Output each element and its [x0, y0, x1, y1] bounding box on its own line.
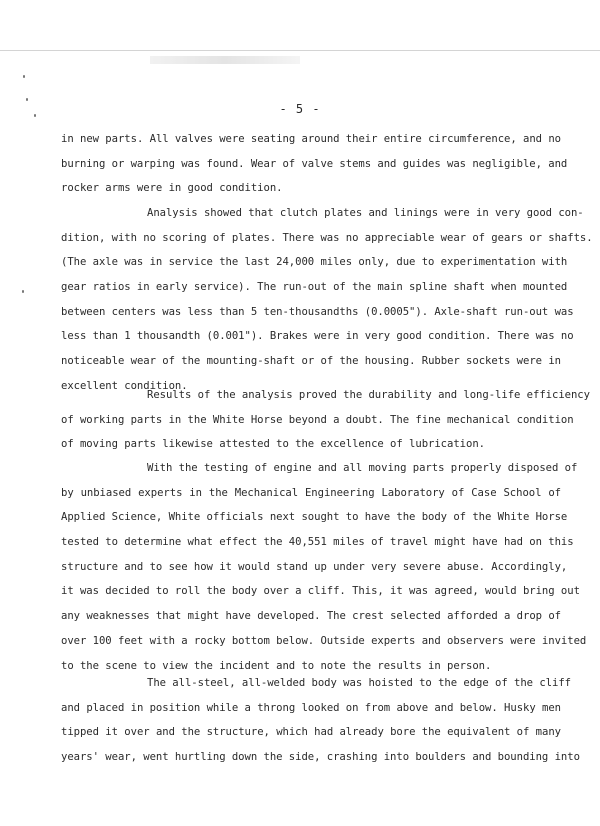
- text-line: over 100 feet with a rocky bottom below. Outside experts and observers were invited: [61, 634, 587, 647]
- page-top-band: [0, 0, 600, 51]
- margin-mark: [22, 290, 24, 293]
- text-line: of working parts in the White Horse beyond a doubt. The fine mechanical condition: [61, 413, 574, 426]
- text-line: rocker arms were in good condition.: [61, 182, 283, 195]
- margin-mark: [26, 98, 28, 101]
- paragraph-2: [61, 201, 593, 399]
- text-line: burning or warping was found. Wear of valve stems and guides was negligible, and: [61, 157, 568, 170]
- paragraph-1: [61, 127, 568, 201]
- text-line: dition, with no scoring of plates. There was no appreciable wear of gears or shafts.: [61, 231, 593, 244]
- bleed-through-header: [150, 56, 300, 64]
- text-line: tipped it over and the structure, which had already bore the equivalent of many: [61, 726, 561, 739]
- text-line: and placed in position while a throng looked on from above and below. Husky men: [61, 701, 561, 714]
- text-line: Analysis showed that clutch plates and linings were in very good con-: [147, 207, 584, 219]
- text-line: structure and to see how it would stand up under very severe abuse. Accordingly,: [61, 560, 568, 573]
- text-line: by unbiased experts in the Mechanical Engineering Laboratory of Case School of: [61, 486, 561, 499]
- text-line: years' wear, went hurtling down the side, crashing into boulders and bounding into: [61, 751, 580, 764]
- page-number: - 5 -: [279, 102, 321, 116]
- text-line: less than 1 thousandth (0.001"). Brakes were in very good condition. There was no: [61, 330, 574, 343]
- text-line: excellent condition.: [61, 379, 188, 392]
- paragraph-4: [61, 456, 587, 678]
- paragraph-5: [61, 671, 580, 770]
- text-line: Results of the analysis proved the durability and long-life efficiency: [147, 389, 590, 401]
- text-line: any weaknesses that might have developed. The crest selected afforded a drop of: [61, 610, 561, 623]
- text-line: tested to determine what effect the 40,551 miles of travel might have had on this: [61, 536, 574, 549]
- text-line: it was decided to roll the body over a cliff. This, it was agreed, would bring out: [61, 585, 580, 598]
- margin-mark: [23, 75, 25, 78]
- text-line: of moving parts likewise attested to the excellence of lubrication.: [61, 438, 485, 451]
- text-line: in new parts. All valves were seating around their entire circumference, and no: [61, 133, 561, 145]
- text-line: Applied Science, White officials next sought to have the body of the White Horse: [61, 511, 568, 524]
- text-line: between centers was less than 5 ten-thousandths (0.0005"). Axle-shaft run-out was: [61, 305, 574, 318]
- paragraph-3: [61, 383, 590, 457]
- text-line: noticeable wear of the mounting-shaft or of the housing. Rubber sockets were in: [61, 355, 561, 368]
- text-line: gear ratios in early service). The run-out of the main spline shaft when mounted: [61, 281, 568, 294]
- text-line: (The axle was in service the last 24,000 miles only, due to experimentation with: [61, 256, 568, 269]
- text-line: With the testing of engine and all moving parts properly disposed of: [147, 462, 578, 474]
- text-line: The all-steel, all-welded body was hoisted to the edge of the cliff: [147, 677, 571, 689]
- text-line: to the scene to view the incident and to note the results in person.: [61, 659, 492, 672]
